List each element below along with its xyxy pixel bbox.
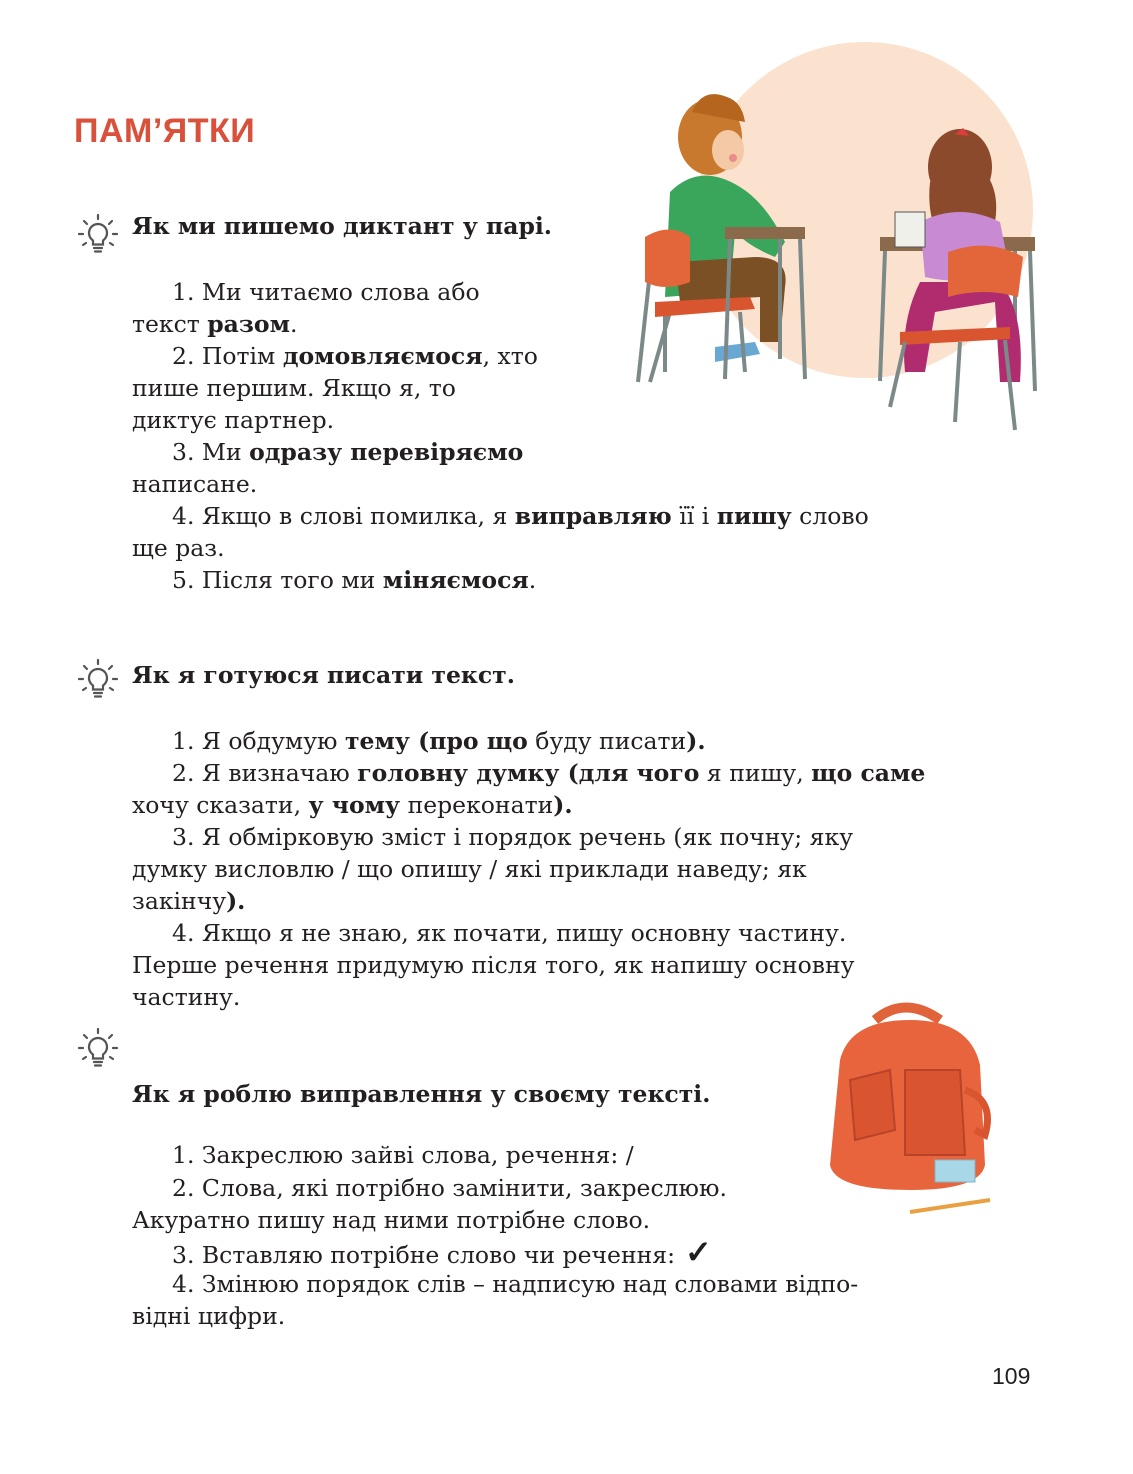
text-run: Вставляю потрібне слово чи речення: — [194, 1241, 676, 1269]
text-run: слово — [791, 502, 869, 530]
bold-text: що саме — [811, 759, 926, 787]
text-line: частину. — [132, 983, 241, 1011]
section-heading: Як я роблю виправлення у своєму тексті. — [132, 1080, 711, 1108]
text-line — [132, 789, 573, 821]
bold-text: домовляємося — [282, 342, 483, 370]
text-run: Потім — [194, 342, 283, 370]
item-number: 4. — [172, 919, 195, 947]
text-run: Після того ми — [194, 566, 383, 594]
bold-text: виправляю — [514, 502, 672, 530]
item-number: 3. — [172, 1241, 195, 1269]
text-run: , хто — [482, 342, 538, 370]
list-item — [172, 340, 538, 372]
text-line: написане. — [132, 470, 258, 498]
list-item — [172, 1172, 727, 1204]
item-number: 5. — [172, 566, 195, 594]
item-number: 4. — [172, 1270, 195, 1298]
list-item — [172, 276, 480, 308]
list-item — [172, 821, 853, 853]
list-item — [172, 725, 706, 757]
bold-text: головну думку (для чого — [357, 759, 700, 787]
item-number: 3. — [172, 438, 195, 466]
text-line — [132, 885, 245, 917]
bold-text: ). — [553, 791, 573, 819]
text-run: хочу сказати, — [132, 791, 309, 819]
text-run: . — [289, 310, 298, 338]
children-at-desks-illustration — [630, 42, 1050, 452]
text-run: Змінюю порядок слів – надписую над словами відпо- — [194, 1270, 859, 1298]
bold-text: міняємося — [382, 566, 529, 594]
lightbulb-icon — [75, 212, 121, 258]
text-run: Слова, які потрібно замінити, закреслюю. — [194, 1174, 727, 1202]
text-line: Акуратно пишу над ними потрібне слово. — [132, 1206, 651, 1234]
section-heading: Як ми пишемо диктант у парі. — [132, 212, 552, 240]
bold-text: одразу перевіряємо — [249, 438, 524, 466]
bold-text: ). — [686, 727, 706, 755]
text-run: її і — [671, 502, 717, 530]
text-run: Якщо в слові помилка, я — [194, 502, 515, 530]
text-run: Я визначаю — [194, 759, 358, 787]
text-line: диктує партнер. — [132, 406, 335, 434]
bold-text: тему (про що — [344, 727, 528, 755]
text-run: Я обмірковую зміст і порядок речень (як почну; яку — [194, 823, 854, 851]
list-item — [172, 917, 846, 949]
item-number: 2. — [172, 342, 195, 370]
list-item — [172, 757, 925, 789]
text-run: я пишу, — [699, 759, 812, 787]
text-line: пише першим. Якщо я, то — [132, 374, 456, 402]
item-number: 3. — [172, 823, 195, 851]
list-item — [172, 564, 536, 596]
list-item — [172, 1139, 634, 1171]
lightbulb-icon — [75, 657, 121, 703]
text-run: Якщо я не знаю, як почати, пишу основну частину. — [194, 919, 847, 947]
backpack-illustration — [820, 1000, 1000, 1220]
item-number: 2. — [172, 759, 195, 787]
page-title: ПАМ’ЯТКИ — [74, 112, 256, 150]
text-run: текст — [132, 310, 208, 338]
boy-chair-back — [645, 230, 690, 288]
text-run: Я обдумую — [194, 727, 345, 755]
item-number: 1. — [172, 727, 195, 755]
bold-text: у чому — [308, 791, 401, 819]
section-heading: Як я готуюся писати текст. — [132, 661, 515, 689]
checkmark-icon: ✓ — [685, 1233, 712, 1271]
text-run: Ми — [194, 438, 250, 466]
text-run: Закреслюю зайві слова, речення: / — [194, 1141, 634, 1169]
list-item — [172, 500, 869, 532]
item-number: 4. — [172, 502, 195, 530]
girl-chair-back — [948, 246, 1023, 297]
list-item — [172, 436, 523, 468]
list-item — [172, 1268, 858, 1300]
list-item — [172, 1233, 712, 1271]
text-line: думку висловлю / що опишу / які приклади наведу; як — [132, 855, 807, 883]
bold-text: ). — [226, 887, 246, 915]
bold-text: разом — [207, 310, 290, 338]
item-number: 1. — [172, 278, 195, 306]
page-number: 109 — [992, 1363, 1031, 1389]
item-number: 1. — [172, 1141, 195, 1169]
text-run: Ми читаємо слова або — [194, 278, 480, 306]
bold-text: пишу — [716, 502, 792, 530]
text-run: . — [528, 566, 537, 594]
text-line: ще раз. — [132, 534, 225, 562]
text-run: переконати — [400, 791, 554, 819]
item-number: 2. — [172, 1174, 195, 1202]
lightbulb-icon — [75, 1026, 121, 1072]
text-run: буду писати — [527, 727, 687, 755]
text-line: відні цифри. — [132, 1302, 286, 1330]
text-run: закінчу — [132, 887, 227, 915]
text-line — [132, 308, 297, 340]
text-line: Перше речення придумую після того, як напишу основну — [132, 951, 855, 979]
